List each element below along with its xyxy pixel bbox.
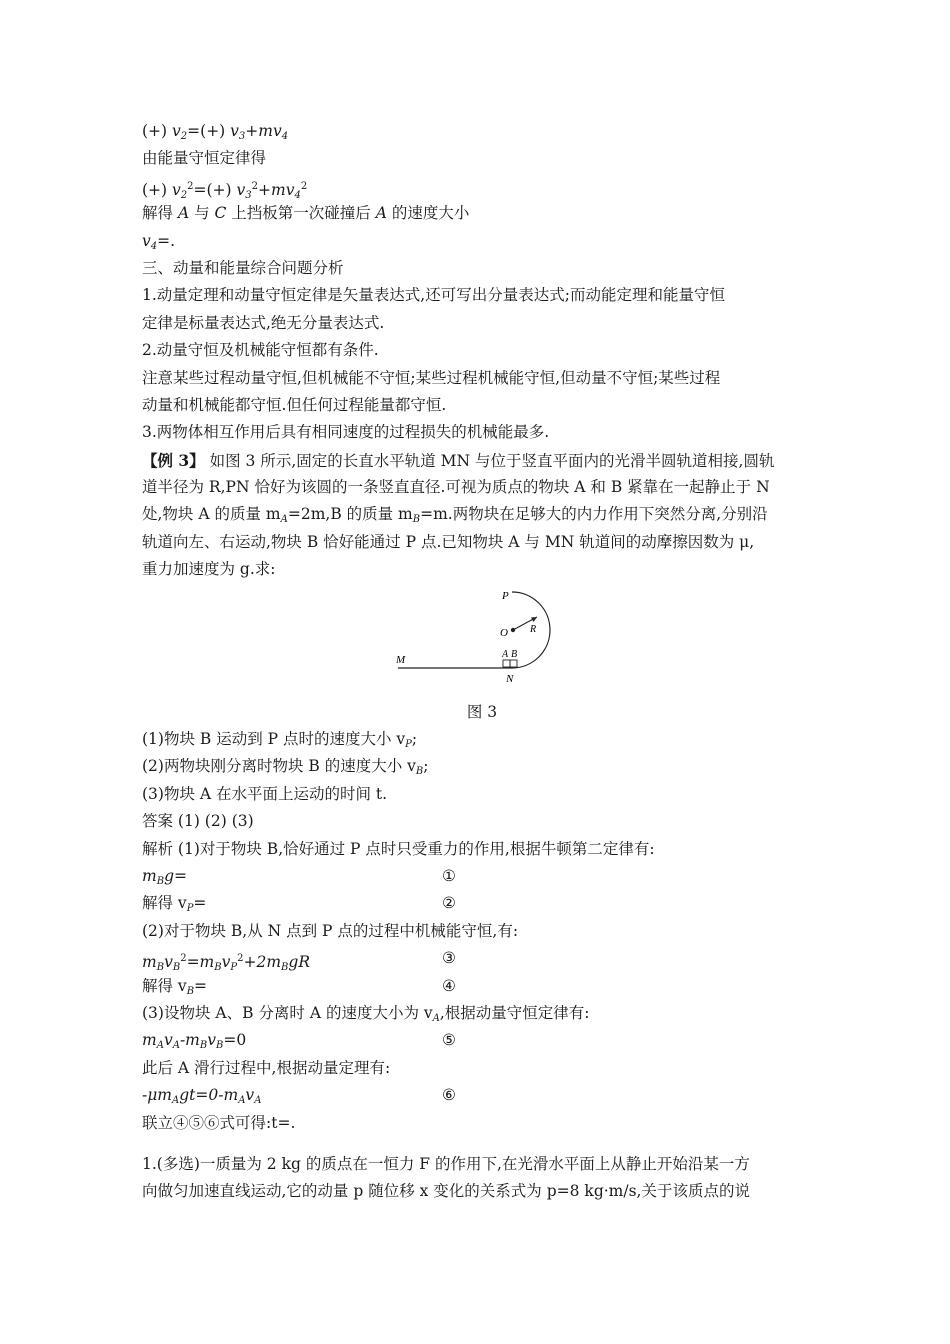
paragraph: 定律是标量表达式,绝无分量表达式. (142, 313, 385, 332)
subscript: B (172, 962, 181, 974)
equation-number: ⑥ (442, 1086, 456, 1105)
paragraph: 轨道向左、右运动,物块 B 恰好能通过 P 点.已知物块 A 与 MN 轨道间的动摩擦因数为 μ, (142, 532, 755, 551)
label-n: N (506, 672, 514, 685)
text: + (258, 180, 272, 199)
text: v (207, 1031, 216, 1050)
label-o: O (500, 626, 508, 639)
text: v (142, 231, 151, 250)
equation-result (142, 228, 822, 255)
text: (+) (142, 122, 173, 140)
text: 的速度大小 (386, 204, 470, 223)
equation-energy (142, 173, 822, 200)
text: 如图 3 所示,固定的长直水平轨道 MN 与位于竖直平面内的光滑半圆轨道相接,圆轨 (204, 451, 775, 470)
paragraph: 重力加速度为 g.求: (142, 560, 276, 579)
spacer (142, 1137, 822, 1151)
subscript: P (405, 739, 412, 751)
answer-line: 答案 (1) (2) (3) (142, 812, 254, 831)
figure-caption: 图 3 (466, 702, 498, 721)
text: =(+) (193, 180, 237, 199)
paragraph (142, 501, 822, 528)
exercise-1: 1.(多选)一质量为 2 kg 的质点在一恒力 F 的作用下,在光滑水平面上从静止开始沿某一方 (142, 1154, 750, 1173)
equation-2 (142, 890, 822, 917)
paragraph: 2.动量守恒及机械能守恒都有条件. (142, 341, 379, 360)
text: 解得 (142, 204, 178, 223)
question-1 (142, 726, 822, 753)
subscript: A (172, 1040, 180, 1052)
paragraph: 1.动量定理和动量守恒定律是矢量表达式,还可写出分量表达式;而动能定理和能量守恒 (142, 286, 725, 305)
superscript: 2 (187, 180, 194, 192)
subscript: 2 (180, 189, 188, 201)
section-heading: 三、动量和能量综合问题分析 (142, 258, 344, 277)
figure-3 (142, 584, 822, 699)
subscript: B (156, 875, 165, 887)
equation-number: ① (442, 866, 456, 885)
text: +2m (243, 953, 282, 972)
superscript: 2 (237, 953, 244, 965)
label-p: P (502, 589, 509, 602)
paragraph: 道半径为 R,PN 恰好为该圆的一条竖直直径.可视为质点的物块 A 和 B 紧靠在一起静止于 N (142, 478, 770, 497)
equation-5 (142, 1027, 822, 1054)
text: g= (164, 866, 187, 885)
text: -m (179, 1031, 200, 1050)
text: gR (288, 953, 310, 972)
text: ; (411, 730, 418, 749)
equation-number: ③ (442, 949, 456, 968)
equation-1 (142, 863, 822, 890)
question-3: (3)物块 A 在水平面上运动的时间 t. (142, 784, 388, 803)
subscript: B (186, 985, 195, 997)
subscript: 2 (180, 131, 188, 142)
subscript: A (432, 1012, 440, 1024)
text: (+) (142, 180, 173, 199)
equation-number: ⑤ (442, 1031, 456, 1050)
equation-number: ② (442, 894, 456, 913)
text: v (245, 1086, 255, 1105)
text: v (236, 180, 246, 199)
superscript: 2 (251, 180, 259, 192)
text: v (172, 122, 181, 140)
example-heading (142, 447, 822, 474)
subscript: B (415, 766, 424, 778)
example-tag: 【例 3】 (142, 450, 205, 470)
text: m (142, 1031, 157, 1050)
question-2 (142, 753, 822, 780)
text: m (142, 866, 157, 885)
text: gt=0-m (179, 1086, 239, 1105)
subscript: 3 (245, 189, 252, 201)
text: + (245, 122, 259, 140)
text: v (230, 122, 239, 140)
subscript: 4 (150, 240, 158, 252)
subscript: P (186, 903, 194, 915)
subscript: 3 (238, 131, 246, 142)
text: v (164, 953, 173, 972)
superscript: 2 (180, 953, 187, 965)
document-page (142, 118, 822, 1206)
text: ; (423, 757, 429, 776)
paragraph: 注意某些过程动量守恒,但机械能不守恒;某些过程机械能守恒,但动量不守恒;某些过程 (142, 368, 721, 387)
subscript: B (214, 962, 222, 974)
block-b (510, 660, 517, 667)
label-a: A (502, 648, 509, 660)
subscript: B (156, 962, 165, 974)
text: C (214, 204, 227, 223)
paragraph: 动量和机械能都守恒.但任何过程能量都守恒. (142, 395, 447, 414)
text: ,根据动量守恒定律有: (439, 1003, 590, 1022)
text: A (375, 204, 387, 223)
text: mv (271, 180, 295, 199)
subscript: 4 (281, 131, 289, 142)
analysis-line: 解析 (1)对于物块 B,恰好通过 P 点时只受重力的作用,根据牛顿第二定律有: (142, 839, 655, 858)
text: -μm (142, 1086, 173, 1105)
subscript: A (156, 1040, 164, 1052)
equation-3 (142, 945, 822, 972)
block-a (503, 660, 510, 667)
subscript: B (281, 962, 289, 974)
subscript: B (412, 514, 421, 526)
text: A (177, 204, 190, 223)
text: = (194, 976, 208, 995)
subscript: 4 (294, 189, 301, 201)
text: =(+) (187, 122, 231, 140)
subscript: A (172, 1095, 180, 1107)
subscript: B (199, 1040, 208, 1052)
paragraph: 由能量守恒定律得 (142, 149, 267, 168)
text: (3)设物块 A、B 分离时 A 的速度大小为 v (142, 1003, 433, 1022)
track-diagram (392, 584, 562, 699)
label-b: B (511, 648, 518, 660)
paragraph (142, 1000, 822, 1027)
text: v (172, 180, 181, 199)
text: (2)两物块刚分离时物块 B 的速度大小 v (142, 757, 416, 776)
equation-4 (142, 973, 822, 1000)
subscript: A (238, 1095, 246, 1107)
text: = (193, 894, 207, 913)
text: v (163, 1031, 173, 1050)
exercise-1-continued: 向做匀加速直线运动,它的动量 p 随位移 x 变化的关系式为 p=8 kg·m/s,关于该质点的说 (142, 1182, 750, 1201)
text: =m.两物块在足够大的内力作用下突然分离,分别沿 (420, 505, 768, 524)
label-m: M (396, 653, 406, 666)
text: v (221, 953, 231, 972)
equation-6 (142, 1082, 822, 1109)
text: (1)物块 B 运动到 P 点时的速度大小 v (142, 730, 406, 749)
text: 与 (189, 204, 215, 223)
text: 解得 v (142, 894, 187, 913)
text: 上挡板第一次碰撞后 (226, 204, 376, 223)
text: mv (258, 122, 282, 140)
superscript: 2 (300, 180, 308, 192)
text: =. (157, 231, 176, 250)
text: m (142, 953, 157, 972)
equation-number: ④ (442, 976, 456, 995)
text: 解得 v (142, 976, 187, 995)
label-r: R (530, 623, 537, 635)
text: =0 (223, 1031, 247, 1050)
paragraph: 3.两物体相互作用后具有相同速度的过程损失的机械能最多. (142, 423, 550, 442)
text: =m (186, 953, 215, 972)
subscript: A (254, 1095, 262, 1107)
paragraph (142, 200, 822, 227)
equation-momentum (142, 118, 822, 145)
paragraph: 此后 A 滑行过程中,根据动量定理有: (142, 1058, 391, 1077)
text: =2m,B 的质量 m (287, 505, 413, 524)
conclusion-line: 联立④⑤⑥式可得:t=. (142, 1113, 296, 1132)
subscript: A (280, 514, 288, 526)
subscript: P (230, 962, 238, 974)
subscript: B (216, 1040, 224, 1052)
paragraph: (2)对于物块 B,从 N 点到 P 点的过程中机械能守恒,有: (142, 921, 519, 940)
text: 处,物块 A 的质量 m (142, 505, 281, 524)
